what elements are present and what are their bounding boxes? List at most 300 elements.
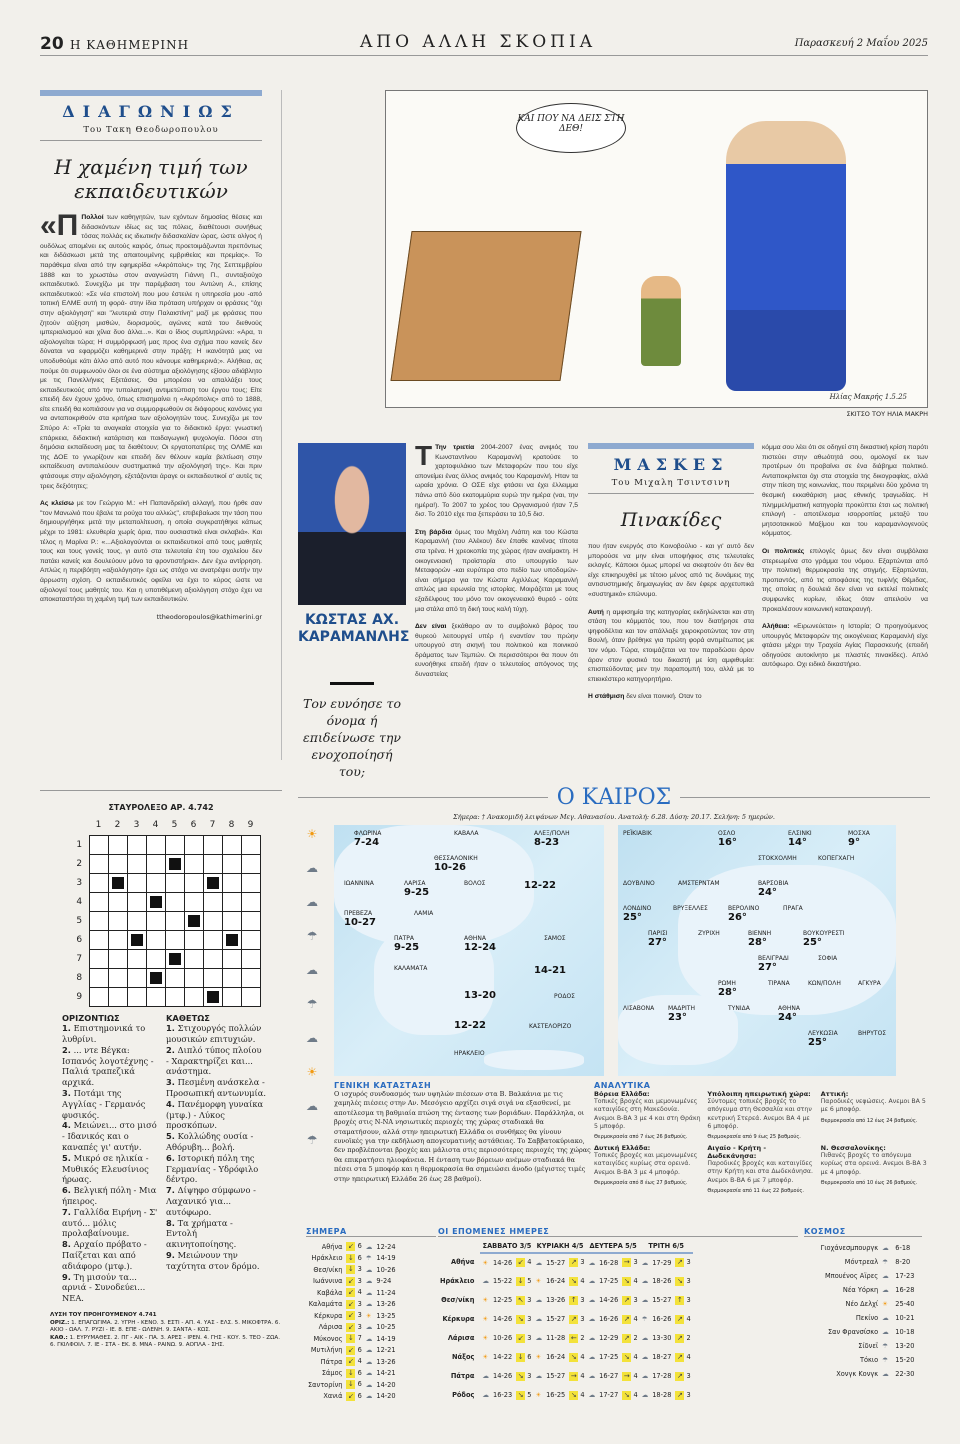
grid-cell[interactable]	[203, 949, 222, 968]
wind-arrow-icon: ↓	[348, 1334, 354, 1343]
paragraph: «Ειρωνεύεται» η Ιστορία; Ο προηγούμενος υπουργός Μεταφορών της οικογένειας Καραμανλή είχε φτάσει μέχρι την Τραχεία Αγίας Παρασκευής (επειδή οδηγούσε αυτοκίνητο με πλαστές πινακίδες). Απλό αυτόφωρο. Οχι ειδικό δικαστήριο.	[762, 623, 928, 669]
map-city: ΛΟΝΔΙΝΟ 25°	[623, 905, 652, 923]
cloud-icon: ☁	[882, 1244, 889, 1252]
solution-down: 1. ΕΥΡΥΜΑΘΕΣ. 2. ΠΓ - ΑΙΚ - ΠΑ. 3. ΑΡΕΣ - ΙΡΕΝ. 4. ΓΗΣ - ΚΟΥ. 5. ΤΕΟ - ΖΩΑ. 6. ΓΚΙΛΦΟΙΛ. 7. ΙΕ - ΣΤΑ - ΕΚ. 8. ΜΝΑ - ΡΑΙΝΩ. 9. ΑΟΠΛΑ - ΣΗΣ.	[50, 1334, 281, 1349]
wind-arrow-icon: ↙	[517, 1258, 524, 1266]
paragraph: 2004-2007 ένας ανιψιός του Κωνσταντίνου Καραμανλή κρατούσε το χαρτοφυλάκιο των Μεταφορών που του είχε απονείμει ένας άλλος ανιψιός του Καραμανλή. Ηταν τα ωραία χρόνια. Ο ΟΣΕ είχε φτάσει να έχει έλλειμμα πάνω από δύο εκατομμύρια ευρώ την ημέρα (ναι, την ημέρα!). Το 2007 το χρέος του Οργανισμού ήταν 7,5 δισ. Το 2010 είχε πια ξεπεράσει τα 10,5 δισ.	[415, 444, 578, 519]
cloud-icon: ☁	[365, 1323, 373, 1332]
map-city: ΡΩΜΗ 28°	[718, 980, 737, 998]
row-number: 2	[76, 858, 83, 869]
map-city: ΒΡΥΞΕΛΛΕΣ	[673, 905, 708, 912]
grid-cell[interactable]	[241, 968, 260, 987]
cloud-icon: ☁	[882, 1370, 889, 1378]
grid-cell[interactable]	[127, 892, 146, 911]
cloud-icon: ☁	[535, 1315, 543, 1323]
cloud-icon: ☁	[365, 1300, 373, 1309]
crossword-grid[interactable]	[70, 816, 261, 1007]
wind-arrow-icon: ↘	[517, 1314, 524, 1323]
map-city: 12-22	[454, 1020, 486, 1031]
grid-cell[interactable]	[184, 892, 203, 911]
paragraph: δεν είναι ποινική. Οταν το	[624, 693, 702, 701]
grid-cell[interactable]	[146, 987, 165, 1006]
down-clue: 2. Διπλό τύπος πλοίου - Χαρακτηρίζει και... ανάστημα.	[166, 1044, 262, 1077]
cloud-icon: ☁	[535, 1334, 543, 1342]
grid-cell[interactable]	[165, 987, 184, 1006]
cloud-icon: ☁	[306, 963, 318, 977]
today-row: Μύκονος ↓ 7 ☁ 14-19	[313, 1334, 396, 1343]
grid-cell[interactable]	[165, 892, 184, 911]
grid-cell[interactable]	[89, 968, 108, 987]
wind-arrow-icon: →	[623, 1258, 630, 1266]
wind-arrow-icon: ↗	[676, 1352, 683, 1361]
region-forecast: Ν. Θεσσαλονίκης: Πιθανές βροχές το απόγευμα κυρίως στα ορεινά. Ανεμοι Β-ΒΑ 3 με 4 μποφόρ. Θερμοκρασία από 10 έως 26 βαθμούς.	[820, 1144, 927, 1187]
today-row: Καλαμάτα ↙ 3 ☁ 13-26	[308, 1299, 396, 1309]
paragraph: ξεκάθαρο αν το συμβολικό βάρος του θυρεού λειτουργεί υπέρ ή εναντίον του πρώην υπουργού στη σκηνή του πολιτικού και ποινικού δράματος των Τεμπών. Οι περισσότεροι θα πουν ότι ευνοήθηκε επειδή ήταν ο τελευταίος απόγονος της δυναστείας	[415, 623, 579, 679]
grid-cell[interactable]	[89, 854, 108, 873]
grid-cell[interactable]	[146, 930, 165, 949]
region-forecast: Υπόλοιπη ηπειρωτική χώρα: Σύντομες τοπικές βροχές το απόγευμα στη Θεσσαλία και στην κεντρική Στερεά. Ανεμοι ΒΑ 4 με 6 μποφόρ. Θερμοκρασία από 9 έως 25 βαθμούς.	[707, 1090, 812, 1141]
cloud-icon: ☁	[306, 861, 318, 875]
column-number: 1	[95, 820, 102, 831]
map-city: ΚΩΝ/ΠΟΛΗ	[808, 980, 841, 987]
article-headline: Η χαμένη τιμή των εκπαιδευτικών	[54, 155, 248, 203]
grid-cell[interactable]	[222, 987, 241, 1006]
article-headline: Πινακίδες	[620, 509, 722, 531]
grid-cell[interactable]	[222, 835, 241, 854]
map-city: ΑΘΗΝΑ 12-24	[464, 935, 496, 953]
world-row: Νέα Υόρκη ☁ 16-28	[842, 1286, 915, 1294]
across-clue: 5. Μικρό σε ηλικία - Μυθικός Ελευσίνιος ήρωας.	[62, 1152, 149, 1185]
map-city: ΙΩΑΝΝΙΝΑ	[344, 880, 374, 887]
map-city: 12-22	[524, 880, 556, 891]
grid-cell[interactable]	[222, 892, 241, 911]
wind-arrow-icon: ↘	[676, 1276, 683, 1285]
down-clue: 4. Πανέμορφη γυναίκα (μτφ.) - Λύκος προσκόπων.	[166, 1098, 264, 1131]
cloud-icon: ☁	[306, 895, 318, 909]
column-bar	[588, 443, 754, 449]
black-cell	[184, 911, 203, 930]
paragraph: των καθηγητών, των εχόντων δημοσίας θέσεις και διδασκόντων ιδίως εις τας πόλεις, διαθέτουσι συνήθως τόσας πολλάς εις ιδιωτικήν διδασκαλίαν ώρας, ώστε ολίγος ή ουδόλως απομένει εις αυτούς καιρός, όπως προετοιμάζωνται πρεπόντως και διδάσκωσι μετά της απαιτουμένης εμβριθείας και πρεμίας». Το παράθεμα είναι από την εφημερίδα «Ακρόπολις» της 7ης Σεπτεμβρίου 1888 και το χρωστάω στον αναγνώστη Γιάννη Π., συνταξιούχο εκπαιδευτικό. Συνεχίζω με την παρέμβαση του Αντώνη Α., επίσης εκπαιδευτικού: «Σε νέα επιστολή που μου έστειλε η υπηρεσία μου -από τοπική ΕΛΜΕ αυτή τη φορά- στην ίδια πρόταση υπήρχαν οι φράσεις "όχι στην αξιολόγηση" και "λευτεριά στην Παλαιστίνη" μαζί με φράσεις που ζητούν αύξηση μισθών, διορισμούς, αγώνες κατά του διεθνούς ιμπεριαλισμού και χίλια δυο άλλα...». Και ο ίδιος συμπληρώνει: «Αρα, τι αξιολογείται τώρα; Η συμμόρφωσή μας προς ένα σχήμα που κανείς δεν δύναται να εφαρμόζει καθημερινά στην πράξη; Η ικανότητά μας να υποδυθούμε κάτι άλλο από αυτό που κάνουμε καθημερινά;». Αλήθεια, ας πούμε ότι συμφωνούν όλοι σε ένα σύστημα αξιολόγησης εξίσου αδιάβλητο με τις Πανελλήνιες Εξετάσεις. Θα μπορέσει να απαλλάξει τους εκπαιδευτικούς από την τυπολατρική αντιμετώπιση του έργου τους; Είτε επειδή δεν έχουν χρόνο, όπως επισημαίνει η «Ακρόπολις» από το 1888, είτε επειδή θα κοπιάσουν για να συμμορφωθούν σε διάφορους κανόνες για να ανταποκριθούν στα κριτήρια των αξιολογητών τους. Συνεχίζω με τον Σπύρο Α: «Τρία τα αναγκαία στοιχεία για το διδακτικό έργο: γνωστική επάρκεια, διδακτική κατάρτιση και παιδαγωγική ψυχολογία. Πόσοι στη δημόσια εκπαίδευση μας τα διαθέτουν; Οι εργατοπατέρες της ΟΛΜΕ και της ΔΟΕ το γνωρίζουν και επειδή δεν θέλουν καμία βελτίωση στην εκπαίδευση αντιπαλεύουν συστηματικά την αξιολόγησή της». Και πριν φτάσουμε στην αξιολόγηση, εξετάζονται άραγε οι εκπαιδευτικοί σ' αυτές τις τρεις δεξιότητες;	[40, 214, 262, 490]
column-name: ΔΙΑΓΩΝΙΩΣ	[62, 102, 240, 121]
grid-cell[interactable]	[241, 911, 260, 930]
cloud-icon: ☁	[365, 1346, 373, 1355]
grid-cell[interactable]	[146, 949, 165, 968]
row-number: 7	[76, 953, 83, 964]
wind-arrow-icon: ↓	[348, 1380, 354, 1389]
weather-section	[298, 785, 930, 1402]
map-city: ΑΓΚΥΡΑ	[858, 980, 881, 987]
grid-cell[interactable]	[165, 911, 184, 930]
map-city: ΛΑΡΙΣΑ 9-25	[404, 880, 430, 898]
wind-arrow-icon: ↗	[676, 1258, 683, 1266]
grid-cell[interactable]	[184, 854, 203, 873]
wind-arrow-icon: ↓	[348, 1368, 354, 1377]
cloud-icon: ☁	[365, 1265, 373, 1274]
row-number: 8	[76, 972, 83, 983]
wind-arrow-icon: ↓	[517, 1352, 524, 1361]
wind-arrow-icon: ↗	[676, 1333, 683, 1342]
world-row: Μπουένος Αϊρες ☁ 17-23	[825, 1272, 915, 1280]
column-number: 8	[228, 820, 235, 831]
grid-cell[interactable]	[203, 911, 222, 930]
wind-arrow-icon: ↘	[517, 1371, 524, 1380]
maskes-article-part2	[762, 443, 928, 678]
politician-figure-drawing	[726, 121, 846, 391]
grid-cell[interactable]	[108, 854, 127, 873]
drop-cap: «Π	[40, 209, 79, 242]
sun-icon: ☀	[482, 1353, 489, 1361]
grid-cell[interactable]	[203, 930, 222, 949]
day-header: ΣΑΒΒΑΤΟ 3/5	[480, 1241, 533, 1253]
day-header: ΚΥΡΙΑΚΗ 4/5	[533, 1241, 586, 1253]
grid-cell[interactable]	[203, 892, 222, 911]
name-line-1: ΚΩΣΤΑΣ ΑΧ.	[304, 612, 400, 628]
map-city: ΜΟΣΧΑ 9°	[848, 830, 870, 848]
map-city: ΣΑΜΟΣ	[544, 935, 566, 942]
black-cell	[146, 892, 165, 911]
world-row: Πεκίνο ☁ 10-21	[855, 1314, 915, 1322]
today-row: Αθήνα ↙ 6 ☁ 12-24	[321, 1242, 396, 1251]
row-number: 5	[76, 915, 83, 926]
grid-cell[interactable]	[108, 949, 127, 968]
grid-cell[interactable]	[108, 930, 127, 949]
grid-cell[interactable]	[165, 930, 184, 949]
map-city: ΤΥΝΙΔΑ	[728, 1005, 750, 1012]
grid-cell[interactable]	[184, 930, 203, 949]
cloud-icon: ☁	[588, 1334, 596, 1342]
sun-icon: ☀	[882, 1300, 889, 1308]
lead-word: Την τριετία	[435, 444, 475, 451]
black-cell	[165, 854, 184, 873]
cloud-icon: ☁	[535, 1258, 543, 1267]
next-days-row: Αθήνα ☀ 14-26 ↙ 4 ☁ 15-27 ↗ 3 ☁ 16-28 → 3 ☁ 17-29 ↗ 3	[451, 1258, 691, 1267]
world-row: Τόκιο ☂ 15-20	[859, 1356, 915, 1364]
grid-cell[interactable]	[127, 968, 146, 987]
grid-cell[interactable]	[108, 968, 127, 987]
across-clues	[62, 1013, 158, 1305]
grid-cell[interactable]	[241, 835, 260, 854]
region-forecast: Δυτική Ελλάδα: Τοπικές βροχές και μεμονωμένες καταιγίδες κυρίως στα ορεινά. Ανεμοι Β-ΒΑ 3 με 4 μποφόρ. Θερμοκρασία από 8 έως 27 βαθμούς.	[594, 1144, 698, 1187]
grid-cell[interactable]	[203, 835, 222, 854]
black-cell	[165, 949, 184, 968]
grid-cell[interactable]	[127, 949, 146, 968]
wind-arrow-icon: ↙	[348, 1288, 354, 1297]
lead-word: Αυτή	[588, 608, 604, 616]
down-clue: 1. Στιχουργός πολλών μουσικών επιτυχιών.	[166, 1023, 262, 1045]
grid-cell[interactable]	[222, 968, 241, 987]
today-row: Ηράκλειο ↓ 6 ☂ 14-19	[311, 1253, 396, 1263]
general-text: Ο ισχυρός συνδυασμός των υψηλών πιέσεων στα Β. Βαλκάνια με τις χαμηλές πιέσεις στην Αν. Μεσόγειο αρχίζει σιγά σιγά να εξασθενεί, με αποτέλεσμα τη βαθμιαία πτώση της έντασης των βοριάδων. Παράλληλα, οι βροχές στις Ν-ΝΑ νησιωτικές περιοχές της χώρας σταδιακά θα σταματήσουν, αλλά στην ηπειρωτική Ελλάδα οι συνθήκες θα γίνουν ευνοϊκές για την εκδήλωση απογευματινής αστάθειας. Το Σαββατοκύριακο, δεν προβλέπονται βροχές και μάλιστα στις περισσότερες περιοχές της χώρας θα επικρατήσει ηλιοφάνεια. Η ένταση των βόρειων ανέμων σταδιακά θα πέσει στα 5 μποφόρ και η θερμοκρασία θα σημειώσει άνοδο (μέγιστες τιμές στην ηπειρωτική Ελλάδα 26 έως 28 βαθμοί).	[334, 1090, 591, 1183]
grid-cell[interactable]	[89, 835, 108, 854]
cloud-icon: ☁	[588, 1296, 596, 1304]
map-city: ΚΑΒΑΛΑ	[454, 830, 479, 837]
solution-title: ΛΥΣΗ ΤΟΥ ΠΡΟΗΓΟΥΜΕΝΟΥ 4.741	[50, 1312, 157, 1319]
grid-cell[interactable]	[184, 949, 203, 968]
column-number: 9	[247, 820, 254, 831]
wind-arrow-icon: →	[623, 1371, 630, 1380]
lead-word: Πολλοί	[81, 214, 104, 221]
grid-cell[interactable]	[165, 873, 184, 892]
cloud-icon: ☁	[365, 1369, 373, 1378]
grid-cell[interactable]	[108, 987, 127, 1006]
detail-title: ΑΝΑΛΥΤΙΚΑ	[594, 1081, 651, 1090]
grid-cell[interactable]	[184, 873, 203, 892]
newspaper-name: Η ΚΑΘΗΜΕΡΙΝΗ	[70, 38, 190, 52]
map-city: ΒΕΛΙΓΡΑΔΙ 27°	[758, 955, 789, 973]
cloud-icon: ☁	[882, 1286, 889, 1294]
grid-cell[interactable]	[165, 968, 184, 987]
next-days-row: Ηράκλειο ☁ 15-22 ↓ 5 ☀ 16-24 ↘ 4 ☁ 17-25 ↘ 4 ☁ 18-26 ↘ 3	[440, 1276, 691, 1285]
paragraph: που ήταν ενεργός στο Κοινοβούλιο - και γι' αυτό δεν μπορούσε να μην είναι υποψήφιος στις τελευταίες εκλογές. Κάποιοι όμως μπορεί να σκεφτούν ότι δεν θα είχε επικηρυχθεί με τέτοιο μένος από τις δυνάμεις της αντισυστημικής δημαγωγίας αν δεν έφερε αρχετυπικά «συστημικό» επώνυμο.	[588, 543, 754, 598]
down-clue: 8. Τα χρήματα - Εντολή ακινητοποίησης.	[166, 1217, 237, 1250]
cloud-icon: ☁	[365, 1334, 373, 1343]
map-city: ΚΑΛΑΜΑΤΑ	[394, 965, 428, 972]
wind-arrow-icon: ↘	[570, 1276, 577, 1285]
wind-arrow-icon: ↘	[517, 1390, 524, 1399]
greece-map[interactable]	[334, 825, 604, 1076]
grid-cell[interactable]	[241, 987, 260, 1006]
black-cell	[203, 987, 222, 1006]
column-name: ΜΑΣΚΕΣ	[613, 455, 729, 474]
child-figure-drawing	[641, 276, 681, 366]
section-title: ΑΠΟ ΑΛΛΗ ΣΚΟΠΙΑ	[360, 32, 596, 52]
column-number: 2	[114, 820, 121, 831]
grid-cell[interactable]	[108, 835, 127, 854]
column-author: Του Τακη Θεοδωροπουλου	[40, 125, 262, 141]
solution-across: 1. ΕΠΑΓΩΓΙΜΑ. 2. ΥΓΡΗ - ΚΕΝΟ. 3. ΕΣΤΙ - ΑΠ. 4. ΥΑΣ - ΕΛΣ. 5. ΜΙΚΟΦΤΡΑ. 6. ΑΚΙΟ - ΩΑΛ. 7. ΡΥΖΙ - ΙΕ. 8. ΕΠΕ - ΩΛΕΝΗ. 9. ΣΑΝΤΑ - ΚΩΣ.	[50, 1319, 281, 1334]
pull-quote: Τον ευνόησε το όνομα ή επιδείνωσε την ενοχοποίησή του;	[302, 696, 401, 779]
grid-cell[interactable]	[241, 892, 260, 911]
cloud-icon: ☁	[588, 1315, 596, 1323]
quote-rule	[330, 682, 374, 685]
grid-cell[interactable]	[222, 949, 241, 968]
across-clue: 1. Επιστημονικά το λυθρίνι.	[62, 1023, 146, 1045]
grid-cell[interactable]	[184, 835, 203, 854]
wind-arrow-icon: ↗	[623, 1333, 630, 1342]
previous-solution	[50, 1312, 282, 1350]
grid-cell[interactable]	[241, 930, 260, 949]
wind-arrow-icon: ↓	[348, 1265, 354, 1274]
crossword	[40, 790, 282, 1400]
wind-arrow-icon: ↘	[570, 1390, 577, 1399]
region-forecast: Αττική: Παροδικές νεφώσεις. Ανεμοι ΒΑ 5 με 6 μποφόρ. Θερμοκρασία από 12 έως 24 βαθμούς.	[820, 1090, 926, 1124]
rain-icon: ☂	[882, 1356, 889, 1364]
crossword-title: ΣΤΑΥΡΟΛΕΞΟ ΑΡ. 4.742	[108, 803, 214, 812]
black-cell	[222, 930, 241, 949]
grid-cell[interactable]	[127, 911, 146, 930]
map-city: ΛΙΣΑΒΟΝΑ	[623, 1005, 655, 1012]
rain-icon: ☂	[882, 1342, 889, 1350]
map-city: ΟΣΛΟ 16°	[718, 830, 737, 848]
grid-cell[interactable]	[108, 911, 127, 930]
cloud-icon: ☁	[365, 1357, 373, 1366]
speech-bubble: ΚΑΙ ΠΟΥ ΝΑ ΔΕΙΣ ΣΤΗ ΔΕΘ!	[516, 103, 626, 153]
grid-cell[interactable]	[222, 911, 241, 930]
across-heading: ΟΡΙΖΟΝΤΙΩΣ	[62, 1012, 120, 1023]
grid-cell[interactable]	[108, 892, 127, 911]
row-number: 1	[76, 839, 83, 850]
map-city: ΚΟΠΕΓΧΑΓΗ	[818, 855, 855, 862]
grid-cell[interactable]	[203, 854, 222, 873]
wind-arrow-icon: ↘	[570, 1352, 577, 1361]
grid-cell[interactable]	[89, 873, 108, 892]
row-number: 4	[76, 896, 83, 907]
cloud-icon: ☁	[306, 1031, 318, 1045]
cartoon-signature: Ηλίας Μακρής 1.5.25	[829, 393, 907, 401]
cloud-icon: ☁	[588, 1277, 596, 1285]
rain-icon: ☂	[365, 1254, 372, 1263]
across-clue: 8. Αρχαίο πρόβατο - Παίζεται και από αδιάφορο (μτφ.).	[62, 1239, 147, 1271]
map-city: ΠΡΑΓΑ	[783, 905, 803, 912]
wind-arrow-icon: ↙	[348, 1311, 354, 1320]
wind-arrow-icon: →	[570, 1371, 577, 1380]
lead-word: Ας κλείσω	[40, 500, 74, 508]
cloud-icon: ☁	[588, 1372, 596, 1380]
grid-cell[interactable]	[89, 987, 108, 1006]
down-heading: ΚΑΘΕΤΩΣ	[166, 1012, 210, 1023]
grid-cell[interactable]	[89, 892, 108, 911]
map-city: ΚΑΣΤΕΛΟΡΙΖΟ	[529, 1023, 572, 1030]
next-days-row: Νάξος ☀ 14-22 ↓ 6 ☀ 16-24 ↘ 4 ☁ 17-25 ↘ 4 ☁ 18-27 ↗ 4	[452, 1352, 691, 1361]
map-city: ΠΑΤΡΑ 9-25	[394, 935, 420, 953]
grid-cell[interactable]	[165, 835, 184, 854]
cloud-icon: ☁	[641, 1296, 649, 1304]
sun-icon: ☀	[482, 1258, 489, 1267]
today-row: Λάρισα ↙ 3 ☁ 10-25	[318, 1322, 396, 1332]
rain-icon: ☂	[882, 1258, 889, 1266]
wind-arrow-icon: ↘	[623, 1390, 630, 1399]
world-title: ΚΟΣΜΟΣ	[804, 1227, 922, 1237]
next-days-row: Πάτρα ☁ 14-26 ↘ 3 ☁ 15-27 → 4 ☁ 16-27 → 4 ☁ 17-28 ↗ 3	[450, 1371, 691, 1380]
cloud-icon: ☁	[588, 1258, 596, 1267]
grid-cell[interactable]	[241, 949, 260, 968]
lead-word: Η στάθμιση	[588, 693, 625, 701]
cloud-icon: ☁	[882, 1272, 889, 1280]
grid-cell[interactable]	[241, 873, 260, 892]
next-days-row: Λάρισα ☀ 10-26 ↙ 3 ☁ 11-28 ← 2 ☁ 12-29 ↗ 2 ☁ 13-30 ↗ 2	[447, 1333, 691, 1342]
sun-icon: ☀	[535, 1391, 542, 1399]
wind-arrow-icon: ↙	[348, 1345, 354, 1354]
map-city: ΣΟΦΙΑ	[818, 955, 838, 962]
grid-cell[interactable]	[127, 854, 146, 873]
wind-arrow-icon: ↑	[570, 1295, 577, 1304]
paragraph: κόμμα σου λέει ότι σε οδηγεί στη δικαστική κρίση παρότι πιστεύει στην αθωότητά σου, ομολογεί εκ των προτέρων ότι προβαίνει σε ένα διάβημα πολιτικό. Ανταποκρίνεται όχι στα στοιχεία της δικογραφίας, αλλά στην πίεση της κοινωνίας, που περιμένει δύο χρόνια τη θεσμική εκκαθάριση μιας εθνικής τραγωδίας. Η πλημμελήματική κατηγορία προκύπτει έτσι ως πολιτική επιλογή - αποτέλεσμα ισορροπίας μεταξύ του μητσοτακικού Μαξίμου και του καραμανλογενούς κόμματος.	[762, 444, 928, 538]
cloud-icon: ☁	[535, 1372, 543, 1380]
grid-cell[interactable]	[146, 873, 165, 892]
across-clue: 3. Ποτάμι της Αγγλίας - Γερμανός φυσικός.	[62, 1088, 146, 1120]
cloud-icon: ☁	[641, 1391, 649, 1399]
diagonios-column	[40, 90, 262, 621]
today-row: Ιωάννινα ↙ 3 ☁ 9-24	[313, 1276, 392, 1286]
grid-cell[interactable]	[89, 930, 108, 949]
sun-icon: ☀	[535, 1353, 542, 1361]
world-row: Γιοχάνεσμπουργκ ☁ 6-18	[820, 1244, 911, 1252]
wind-arrow-icon: ↙	[348, 1299, 354, 1308]
author-email[interactable]: ttheodoropoulos@kathimerini.gr	[156, 612, 262, 621]
grid-cell[interactable]	[127, 873, 146, 892]
drop-cap: Τ	[415, 440, 433, 471]
column-number: 5	[171, 820, 178, 831]
wind-arrow-icon: ↙	[348, 1357, 354, 1366]
ballot-box-drawing	[390, 231, 581, 381]
wind-arrow-icon: ↘	[623, 1276, 630, 1285]
issue-date: Παρασκευή 2 Μαΐου 2025	[794, 38, 928, 49]
paragraph: επιλογές όμως δεν είναι συμβόλαια στερεωμένα στο γράμμα του νόμου. Εξαρτώνται από την πολιτική θερμοκρασία της στιγμής. Εξαρτώνται, προπαντός, από τις αποφάσεις της τυφλής Θέμιδας, της οποίας η δουλειά δεν είναι να εκτελεί πολιτικές συμφωνίες κυρίων, ιδίως όταν απειλούν να προκαλέσουν κοινωνική κατακραυγή.	[762, 547, 928, 613]
cloud-icon: ☁	[482, 1391, 489, 1399]
grid-cell[interactable]	[146, 911, 165, 930]
grid-cell[interactable]	[241, 854, 260, 873]
down-clue: 7. Δίψηφο σύμφωνο - Λαχανικό για... αυτόφωρο.	[166, 1185, 256, 1217]
cloud-icon: ☁	[641, 1372, 649, 1380]
rain-icon: ☂	[306, 997, 318, 1011]
grid-cell[interactable]	[146, 854, 165, 873]
maskes-column	[588, 443, 754, 710]
sun-icon: ☀	[482, 1296, 489, 1304]
cloud-icon: ☁	[365, 1380, 373, 1389]
grid-cell[interactable]	[146, 835, 165, 854]
wind-arrow-icon: ↖	[517, 1295, 524, 1304]
lead-word: Οι πολιτικές	[762, 547, 805, 555]
cloud-icon: ☁	[482, 1277, 489, 1285]
sun-icon: ☀	[535, 1277, 542, 1285]
grid-cell[interactable]	[222, 854, 241, 873]
black-cell	[203, 873, 222, 892]
wind-arrow-icon: ↑	[676, 1295, 683, 1304]
region-forecast: Αιγαίο - Κρήτη - Δωδεκάνησα: Παροδικές βροχές και καταιγίδες στην Κρήτη και στα Δωδεκάνησα. Ανεμοι Β-ΒΑ 6 με 7 μποφόρ. Θερμοκρασία από 11 έως 22 βαθμούς.	[707, 1144, 813, 1195]
world-row: Χονγκ Κονγκ ☁ 22-30	[836, 1370, 915, 1378]
day-header: ΔΕΥΤΕΡΑ 5/5	[587, 1241, 640, 1253]
grid-cell[interactable]	[222, 873, 241, 892]
grid-cell[interactable]	[184, 968, 203, 987]
next-days-row: Θεσ/νίκη ☀ 12-25 ↖ 3 ☁ 13-26 ↑ 3 ☁ 14-26 ↗ 3 ☁ 15-27 ↑ 3	[441, 1295, 691, 1304]
down-clue: 5. Κολλώδης ουσία - Αθόρυβη... βολή.	[166, 1131, 254, 1153]
next-days-forecast	[438, 1227, 798, 1405]
europe-map[interactable]	[618, 825, 896, 1076]
cloud-icon: ☁	[535, 1296, 543, 1304]
name-line-2: ΚΑΡΑΜΑΝΛΗΣ	[298, 629, 410, 645]
solution-across-label: ΟΡΙΖ.:	[50, 1319, 70, 1326]
grid-cell[interactable]	[203, 968, 222, 987]
grid-cell[interactable]	[127, 987, 146, 1006]
grid-cell[interactable]	[89, 949, 108, 968]
wind-arrow-icon: ↙	[348, 1391, 354, 1400]
wind-arrow-icon: ↙	[348, 1322, 354, 1331]
map-city: ΠΡΕΒΕΖΑ 10-27	[344, 910, 376, 928]
column-bar	[40, 90, 262, 96]
cloud-icon: ☁	[588, 1391, 596, 1399]
lead-word: Στη βάρδια	[415, 528, 452, 536]
map-city: ΦΛΩΡΙΝΑ 7-24	[354, 830, 382, 848]
next-days-row: Ρόδος ☁ 16-23 ↘ 5 ☀ 16-25 ↘ 4 ☁ 17-27 ↘ 4 ☁ 18-28 ↗ 3	[452, 1390, 691, 1399]
cartoon	[385, 90, 928, 408]
wind-arrow-icon: ↗	[676, 1371, 683, 1380]
black-cell	[146, 968, 165, 987]
today-row: Σάμος ↓ 6 ☁ 14-21	[321, 1368, 396, 1378]
day-header: ΤΡΙΤΗ 6/5	[640, 1241, 693, 1253]
sun-icon: ☀	[365, 1311, 372, 1320]
cloud-icon: ☁	[641, 1353, 649, 1361]
divider	[281, 90, 282, 760]
map-city: 14-21	[534, 965, 566, 976]
across-clue: 6. Βελγική πόλη - Μια ήπειρος.	[62, 1185, 157, 1207]
weather-subtitle: Σήμερα: † Ανακομιδή λειψάνων Μεγ. Αθανασίου. Ανατολή: 6.28. Δύση: 20.17. Σελήνη: 5 ημερών.	[453, 813, 775, 821]
wind-arrow-icon: ↗	[676, 1314, 683, 1323]
grid-cell[interactable]	[89, 911, 108, 930]
grid-cell[interactable]	[184, 987, 203, 1006]
grid-cell[interactable]	[127, 835, 146, 854]
wind-arrow-icon: ↗	[676, 1390, 683, 1399]
column-number: 7	[209, 820, 216, 831]
